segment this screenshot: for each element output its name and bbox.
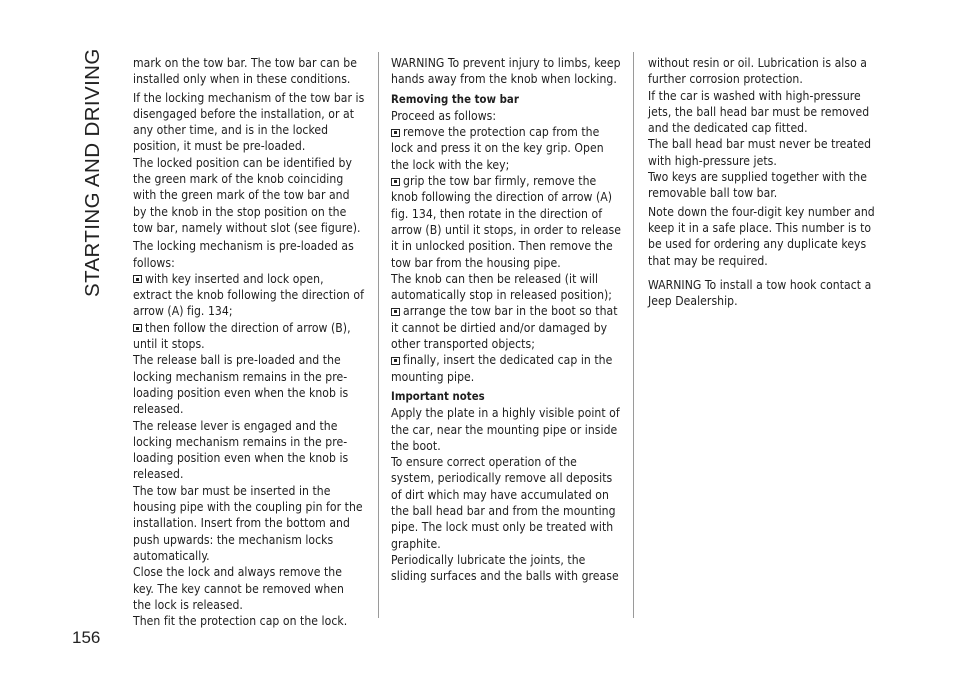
column-divider (378, 52, 379, 618)
bullet-icon (391, 308, 400, 316)
list-item (391, 173, 623, 271)
warning-text: WARNING To install a tow hook contact a Jeep Dealership. (648, 277, 872, 309)
paragraph: Apply the plate in a highly visible point of the car, near the mounting pipe or inside the boot. (391, 406, 620, 453)
list-item-text: grip the tow bar firmly, remove the knob following the direction of arrow (A) fig. 134, then rotate in the direction of arrow (B) until it stops, in order to release it in unlocked position. Then remove the tow bar from the housing pipe. (391, 174, 622, 270)
bullet-icon (391, 178, 400, 186)
list-item (391, 352, 623, 385)
list-item (391, 303, 623, 352)
page-number: 156 (72, 628, 101, 647)
list-item-text: arrange the tow bar in the boot so that it cannot be dirtied and/or damaged by other transported objects; (391, 304, 618, 352)
text-column-1 (133, 55, 365, 629)
list-item-text: remove the protection cap from the lock and press it on the key grip. Open the lock with the key; (391, 125, 604, 172)
paragraph: If the car is washed with high-pressure jets, the ball head bar must be removed and the dedicated cap fitted. (648, 88, 870, 136)
paragraph: Two keys are supplied together with the removable ball tow bar. (648, 170, 867, 201)
list-item-text: then follow the direction of arrow (B), until it stops. (133, 320, 351, 352)
paragraph: The ball head bar must never be treated with high-pressure jets. (648, 137, 872, 168)
list-item-text: with key inserted and lock open, extract the knob following the direction of arrow (A) fig. 134; (133, 271, 364, 319)
text-column-3 (648, 55, 883, 313)
paragraph: Note down the four-digit key number and keep it in a safe place. This number is to be used for ordering any duplicate keys that may be required. (648, 204, 875, 268)
paragraph: The locked position can be identified by the green mark of the knob coinciding with the green mark of the tow bar and by the knob in the stop position on the tow bar, namely without slot (see figure). (133, 155, 361, 235)
paragraph: without resin or oil. Lubrication is also a further corrosion protection. (648, 56, 868, 87)
paragraph: If the locking mechanism of the tow bar is disengaged before the installation, or at any other time, and is in the locked position, it must be pre-loaded. (133, 90, 365, 154)
paragraph: Then fit the protection cap on the lock. (133, 614, 348, 629)
list-item (391, 124, 623, 173)
paragraph: The release ball is pre-loaded and the locking mechanism remains in the pre-loading position even when the knob is released. (133, 353, 349, 417)
paragraph: The knob can then be released (it will automatically stop in released position); (391, 271, 613, 303)
list-item-text: finally, insert the dedicated cap in the mounting pipe. (391, 353, 613, 384)
paragraph: Proceed as follows: (391, 108, 497, 123)
column-divider (633, 52, 634, 618)
bullet-icon (133, 324, 142, 332)
paragraph: To ensure correct operation of the system, periodically remove all deposits of dirt which may have accumulated on the ball head bar and from the mounting pipe. The lock must only be treated with graphite. (391, 455, 616, 551)
paragraph: Close the lock and always remove the key. The key cannot be removed when the lock is released. (133, 565, 345, 612)
paragraph: The tow bar must be inserted in the housing pipe with the coupling pin for the installation. Insert from the bottom and push upwards: the mechanism locks automatically. (133, 483, 363, 563)
bullet-icon (391, 129, 400, 137)
paragraph: The locking mechanism is pre-loaded as follows: (133, 239, 354, 270)
list-item (133, 320, 365, 353)
section-title (78, 48, 118, 297)
warning-text: WARNING To prevent injury to limbs, keep hands away from the knob when locking. (391, 56, 621, 87)
list-item (133, 271, 365, 320)
section-heading: Removing the tow bar (391, 92, 519, 106)
bullet-icon (133, 275, 142, 283)
bullet-icon (391, 357, 400, 365)
paragraph: Periodically lubricate the joints, the sliding surfaces and the balls with grease (391, 552, 619, 584)
section-heading: Important notes (391, 389, 485, 403)
paragraph: mark on the tow bar. The tow bar can be installed only when in these conditions. (133, 56, 357, 87)
text-column-2 (391, 55, 623, 585)
section-title-text: STARTING AND DRIVING (81, 48, 104, 297)
paragraph: The release lever is engaged and the locking mechanism remains in the pre-loading position even when the knob is released. (133, 418, 349, 482)
